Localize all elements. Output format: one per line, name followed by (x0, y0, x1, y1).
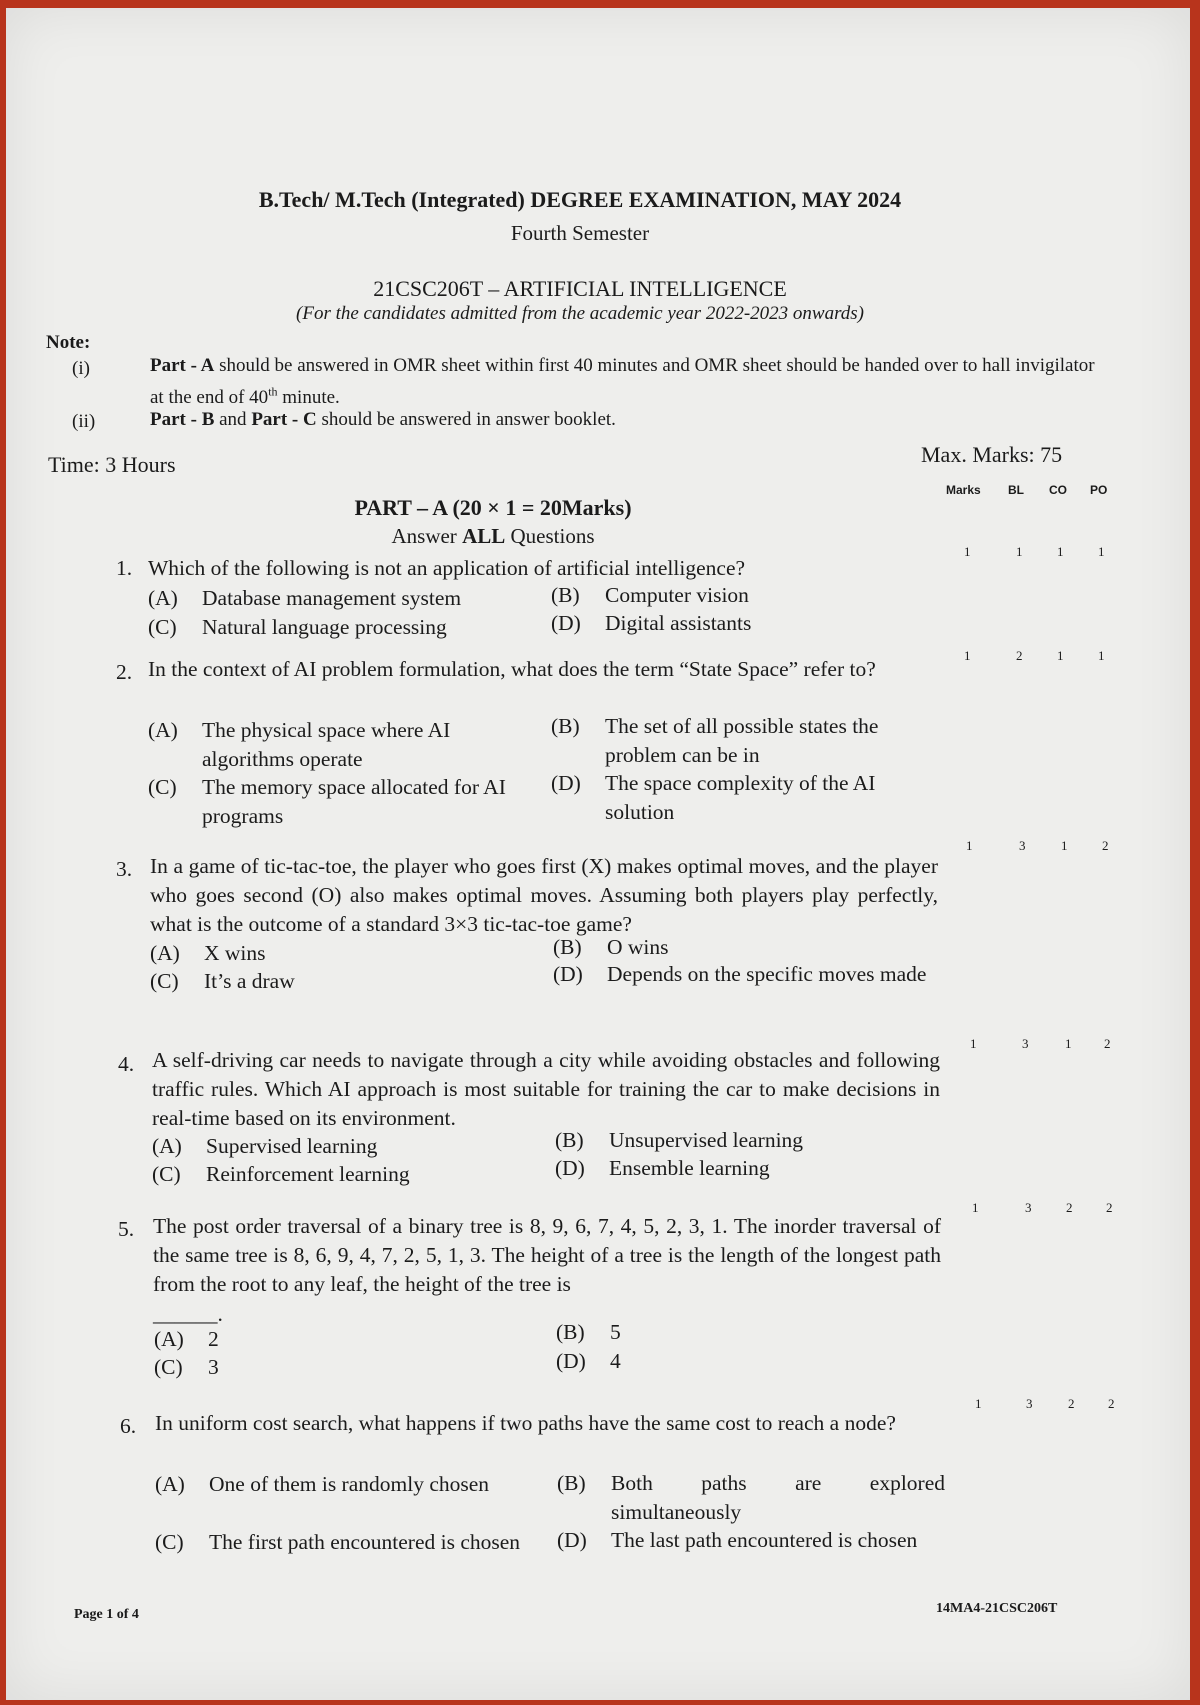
option-b (555, 1126, 803, 1155)
option-text: Both paths are explored simultaneously (611, 1471, 945, 1524)
option-label: (D) (551, 611, 581, 635)
option-label: (C) (150, 969, 179, 993)
option-label: (B) (551, 714, 580, 738)
option-b (557, 1469, 947, 1527)
page-number: Page 1 of 4 (74, 1607, 139, 1622)
course-title: 21CSC206T – ARTIFICIAL INTELLIGENCE (373, 276, 787, 301)
question-number: 4. (118, 1052, 135, 1076)
bl-value: 3 (1022, 1036, 1029, 1051)
co-value: 2 (1068, 1396, 1075, 1411)
option-text: 5 (610, 1320, 621, 1344)
note-item-2-body: should be answered in answer booklet. (316, 409, 616, 430)
co-value: 1 (1057, 648, 1064, 663)
option-text: Database management system (202, 586, 462, 610)
option-d (556, 1347, 621, 1376)
option-b (556, 1318, 621, 1347)
marks-value: 1 (970, 1036, 977, 1051)
option-text: O wins (607, 935, 669, 959)
exam-duration: Time: 3 Hours (48, 452, 176, 477)
option-text: Supervised learning (206, 1134, 378, 1158)
option-text: Digital assistants (605, 611, 752, 635)
option-label: (A) (152, 1134, 182, 1158)
option-label: (D) (551, 771, 581, 795)
option-text: 4 (610, 1349, 621, 1373)
option-label: (A) (148, 586, 178, 610)
answer-blank: ______. (153, 1302, 223, 1326)
option-label: (B) (551, 583, 580, 607)
marks-value: 1 (975, 1396, 982, 1411)
note-label: Note: (46, 332, 91, 353)
option-label: (D) (556, 1349, 586, 1373)
option-a (148, 584, 461, 613)
column-header-po: PO (1090, 483, 1108, 497)
option-text: The physical space where AI algorithms operate (202, 718, 451, 771)
co-value: 1 (1065, 1036, 1072, 1051)
column-header-co: CO (1049, 483, 1067, 497)
option-label: (B) (553, 935, 582, 959)
option-d (553, 960, 943, 989)
option-label: (C) (152, 1162, 181, 1186)
option-a (148, 716, 548, 774)
option-c (148, 613, 447, 642)
option-label: (A) (150, 941, 180, 965)
option-text: Unsupervised learning (609, 1128, 804, 1152)
option-label: (C) (154, 1355, 183, 1379)
max-marks: Max. Marks: 75 (921, 442, 1063, 467)
question-stem: A self-driving car needs to navigate through a city while avoiding obstacles and following traffic rules. Which AI approach is most suitable for training the car to make decisions in real-time based on its environment. (152, 1048, 940, 1130)
part-a-instruction-bold: ALL (462, 524, 506, 548)
part-a-instruction (0, 524, 986, 549)
question-number: 6. (120, 1414, 137, 1438)
note-item-2-mid: and (214, 409, 252, 430)
po-value: 2 (1106, 1200, 1113, 1215)
note-item-1-body: should be answered in OMR sheet within first 40 minutes and OMR sheet should be handed over to hall invigilator at the end of 40th minute. (150, 355, 1095, 409)
option-label: (B) (557, 1471, 586, 1495)
bl-value: 3 (1026, 1396, 1033, 1411)
exam-title: B.Tech/ M.Tech (Integrated) DEGREE EXAMINATION, MAY 2024 (258, 187, 902, 212)
option-text: The set of all possible states the problem can be in (605, 714, 879, 767)
question-stem: In a game of tic-tac-toe, the player who goes first (X) makes optimal moves, and the player who goes second (O) also makes optimal moves. Assuming both players play perfectly, what is the outcome of a standard 3×3 tic-tac-toe game? (150, 854, 938, 936)
option-text: Ensemble learning (609, 1156, 770, 1180)
note-item-1-bold: Part - A (150, 355, 215, 376)
note-item-2-bold-1: Part - B (150, 409, 215, 430)
part-a-title: PART – A (20 × 1 = 20Marks) (354, 495, 632, 520)
option-a (150, 939, 266, 968)
bl-value: 3 (1019, 838, 1026, 853)
option-label: (A) (155, 1472, 185, 1496)
option-text: The memory space allocated for AI programs (202, 775, 506, 828)
option-label: (B) (556, 1320, 585, 1344)
question-number: 2. (116, 660, 133, 684)
paper-code: 14MA4-21CSC206T (936, 1601, 1058, 1616)
option-label: (D) (557, 1528, 587, 1552)
part-a-instruction-prefix: Answer (391, 524, 463, 548)
option-label: (C) (148, 615, 177, 639)
marks-value: 1 (972, 1200, 979, 1215)
option-label: (A) (154, 1327, 184, 1351)
option-text: Natural language processing (202, 615, 447, 639)
option-b (553, 933, 669, 962)
po-value: 2 (1102, 838, 1109, 853)
bl-value: 1 (1016, 544, 1023, 559)
co-value: 2 (1066, 1200, 1073, 1215)
admission-note: (For the candidates admitted from the academic year 2022-2023 onwards) (296, 303, 864, 324)
option-label: (A) (148, 718, 178, 742)
option-d (551, 769, 941, 827)
marks-value: 1 (966, 838, 973, 853)
marks-value: 1 (964, 544, 971, 559)
question-stem: The post order traversal of a binary tree is 8, 9, 6, 7, 4, 5, 2, 3, 1. The inorder traversal of the same tree is 8, 6, 9, 4, 7, 2, 5, 1, 3. The height of a tree is the length of the longest path from the root to any leaf, the height of the tree is (153, 1214, 941, 1296)
option-text: The last path encountered is chosen (611, 1528, 918, 1552)
bl-value: 2 (1016, 648, 1023, 663)
co-value: 1 (1061, 838, 1068, 853)
question-stem: In uniform cost search, what happens if two paths have the same cost to reach a node? (155, 1411, 896, 1435)
option-text: Computer vision (605, 583, 749, 607)
option-d (555, 1154, 770, 1183)
option-a (154, 1325, 219, 1354)
po-value: 1 (1098, 544, 1105, 559)
option-c (154, 1353, 219, 1382)
bl-value: 3 (1025, 1200, 1032, 1215)
note-item-1-num: (i) (72, 358, 90, 379)
option-a (155, 1470, 555, 1499)
option-label: (C) (148, 775, 177, 799)
option-label: (D) (555, 1156, 585, 1180)
option-label: (C) (155, 1530, 184, 1554)
po-value: 1 (1098, 648, 1105, 663)
option-text: The space complexity of the AI solution (605, 771, 876, 824)
part-a-instruction-suffix: Questions (505, 524, 595, 548)
ordinal-suffix: th (268, 385, 278, 399)
question-number: 1. (116, 556, 133, 580)
note-item-2-text (150, 407, 1110, 433)
option-text: It’s a draw (204, 969, 295, 993)
option-label: (B) (555, 1128, 584, 1152)
note-item-1-text (150, 353, 1110, 411)
semester-label: Fourth Semester (510, 221, 650, 245)
option-b (551, 581, 749, 610)
question-number: 3. (116, 857, 133, 881)
question-stem: Which of the following is not an application of artificial intelligence? (148, 556, 746, 580)
note-item-2-num: (ii) (72, 411, 96, 432)
option-text: The first path encountered is chosen (209, 1530, 521, 1554)
question-number: 5. (118, 1217, 135, 1241)
option-text: One of them is randomly chosen (209, 1472, 490, 1496)
marks-value: 1 (964, 648, 971, 663)
co-value: 1 (1057, 544, 1064, 559)
option-c (150, 967, 295, 996)
option-c (155, 1528, 555, 1557)
option-d (557, 1526, 947, 1555)
option-a (152, 1132, 377, 1161)
question-stem: In the context of AI problem formulation, what does the term “State Space” refer to? (148, 657, 876, 681)
option-text: 2 (208, 1327, 219, 1351)
note-item-2-bold-2: Part - C (251, 409, 317, 430)
option-c (152, 1160, 410, 1189)
option-text: Reinforcement learning (206, 1162, 410, 1186)
column-header-marks: Marks (946, 483, 981, 497)
po-value: 2 (1104, 1036, 1111, 1051)
option-label: (D) (553, 962, 583, 986)
po-value: 2 (1108, 1396, 1115, 1411)
option-text: 3 (208, 1355, 219, 1379)
option-text: Depends on the specific moves made (607, 962, 927, 986)
option-text: X wins (204, 941, 266, 965)
column-header-bl: BL (1008, 483, 1024, 497)
option-d (551, 609, 751, 638)
option-c (148, 773, 548, 831)
option-b (551, 712, 941, 770)
